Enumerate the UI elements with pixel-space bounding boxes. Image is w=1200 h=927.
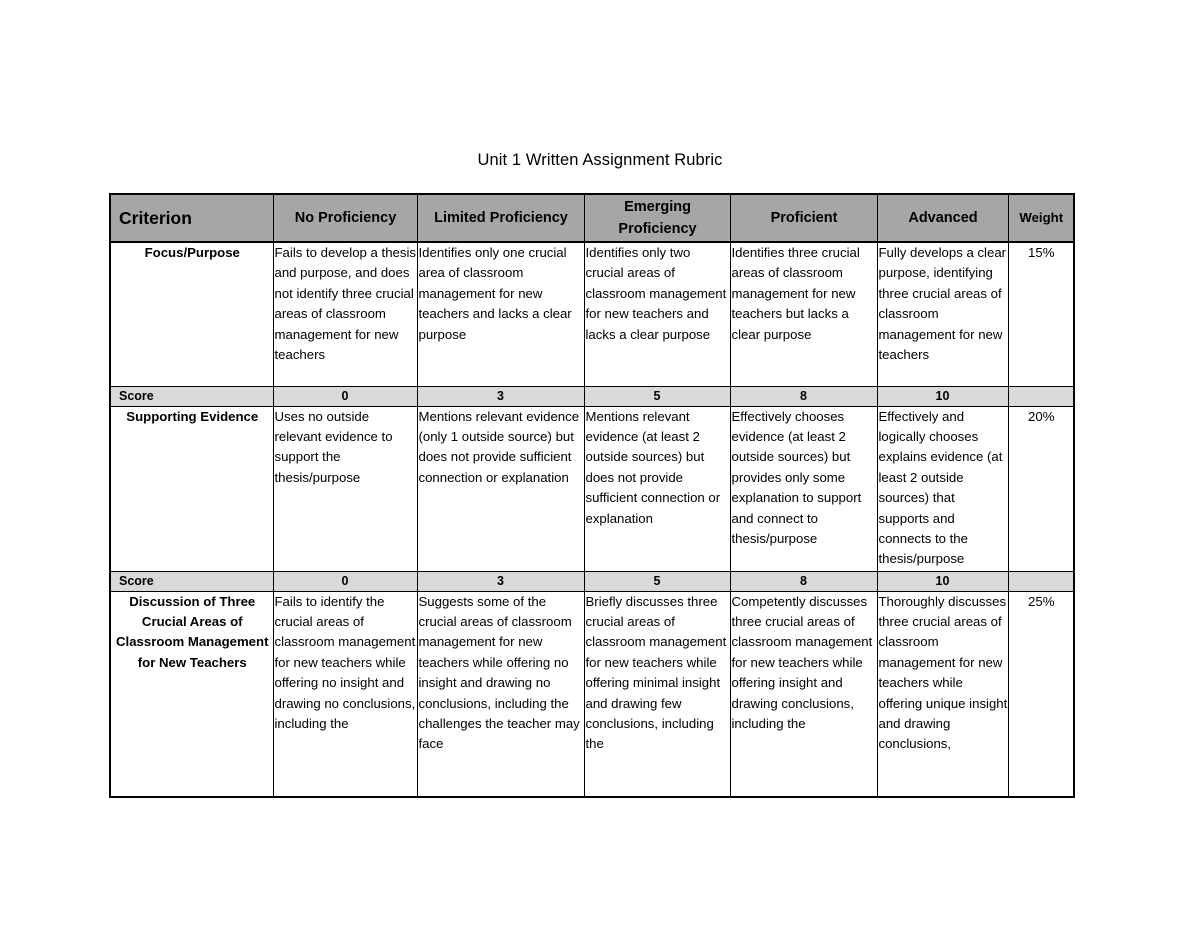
score-no-proficiency: 0	[273, 571, 417, 591]
cell-limited-proficiency: Mentions relevant evidence (only 1 outside source) but does not provide sufficient connection or explanation	[417, 406, 584, 571]
page-title: Unit 1 Written Assignment Rubric	[477, 151, 723, 169]
cell-weight: 25%	[1008, 591, 1074, 797]
header-no-proficiency: No Proficiency	[273, 194, 417, 242]
score-label: Score	[110, 571, 273, 591]
score-label: Score	[110, 386, 273, 406]
score-weight	[1008, 571, 1074, 591]
cell-advanced: Thoroughly discusses three crucial areas of classroom management for new teachers while offering unique insight and drawing conclusions,	[877, 591, 1008, 797]
score-no-proficiency: 0	[273, 386, 417, 406]
header-proficient: Proficient	[730, 194, 877, 242]
cell-weight: 15%	[1008, 242, 1074, 386]
cell-proficient: Effectively chooses evidence (at least 2 outside sources) but provides only some explanation to support and connect to thesis/purpose	[730, 406, 877, 571]
header-criterion: Criterion	[110, 194, 273, 242]
header-emerging-proficiency: Emerging Proficiency	[584, 194, 730, 242]
score-advanced: 10	[877, 571, 1008, 591]
header-limited-proficiency: Limited Proficiency	[417, 194, 584, 242]
cell-advanced: Effectively and logically chooses explains evidence (at least 2 outside sources) that supports and connects to the thesis/purpose	[877, 406, 1008, 571]
score-row	[110, 571, 1074, 591]
criterion-row-discussion	[110, 591, 1074, 797]
cell-limited-proficiency: Identifies only one crucial area of classroom management for new teachers and lacks a clear purpose	[417, 242, 584, 386]
score-row	[110, 386, 1074, 406]
score-proficient: 8	[730, 571, 877, 591]
score-limited-proficiency: 3	[417, 386, 584, 406]
score-limited-proficiency: 3	[417, 571, 584, 591]
criterion-label: Supporting Evidence	[110, 406, 273, 571]
cell-emerging-proficiency: Mentions relevant evidence (at least 2 outside sources) but does not provide sufficient connection or explanation	[584, 406, 730, 571]
cell-weight: 20%	[1008, 406, 1074, 571]
score-weight	[1008, 386, 1074, 406]
rubric-table	[109, 193, 1075, 798]
header-weight: Weight	[1008, 194, 1074, 242]
criterion-label: Discussion of Three Crucial Areas of Classroom Management for New Teachers	[110, 591, 273, 797]
cell-proficient: Identifies three crucial areas of classroom management for new teachers but lacks a clear purpose	[730, 242, 877, 386]
cell-no-proficiency: Fails to develop a thesis and purpose, and does not identify three crucial areas of classroom management for new teachers	[273, 242, 417, 386]
header-advanced: Advanced	[877, 194, 1008, 242]
cell-limited-proficiency: Suggests some of the crucial areas of classroom management for new teachers while offering no insight and drawing no conclusions, including the challenges the teacher may face	[417, 591, 584, 797]
header-row	[110, 194, 1074, 242]
cell-emerging-proficiency: Identifies only two crucial areas of classroom management for new teachers and lacks a clear purpose	[584, 242, 730, 386]
cell-no-proficiency: Fails to identify the crucial areas of classroom management for new teachers while offering no insight and drawing no conclusions, including the	[273, 591, 417, 797]
score-proficient: 8	[730, 386, 877, 406]
cell-no-proficiency: Uses no outside relevant evidence to support the thesis/purpose	[273, 406, 417, 571]
score-advanced: 10	[877, 386, 1008, 406]
criterion-row-focus-purpose	[110, 242, 1074, 386]
cell-proficient: Competently discusses three crucial areas of classroom management for new teachers while offering insight and drawing conclusions, including the	[730, 591, 877, 797]
cell-emerging-proficiency: Briefly discusses three crucial areas of classroom management for new teachers while offering minimal insight and drawing few conclusions, including the	[584, 591, 730, 797]
criterion-row-supporting-evidence	[110, 406, 1074, 571]
score-emerging-proficiency: 5	[584, 386, 730, 406]
score-emerging-proficiency: 5	[584, 571, 730, 591]
criterion-label: Focus/Purpose	[110, 242, 273, 386]
cell-advanced: Fully develops a clear purpose, identifying three crucial areas of classroom management for new teachers	[877, 242, 1008, 386]
